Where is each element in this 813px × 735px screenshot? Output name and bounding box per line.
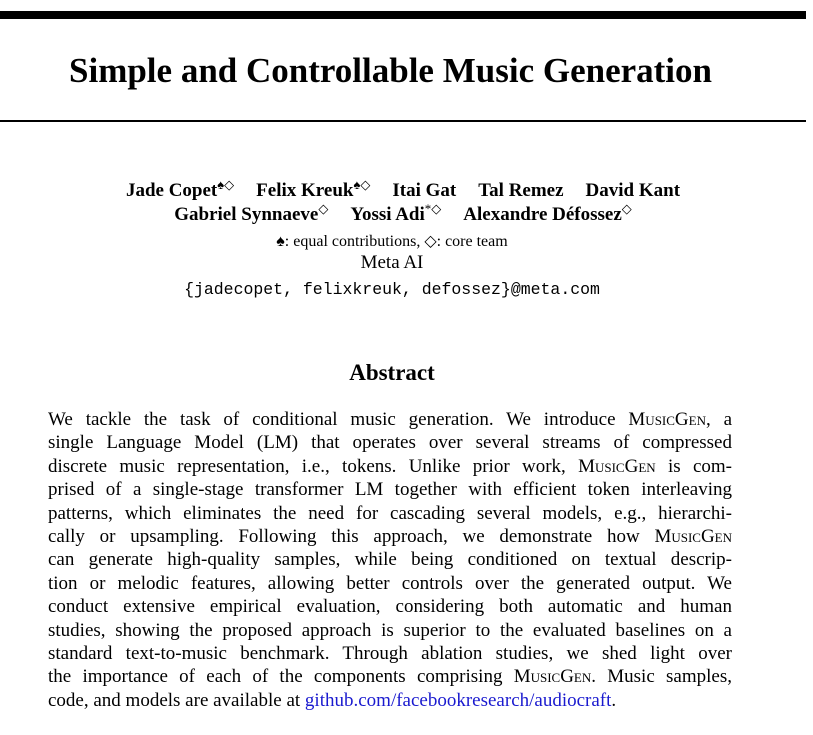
abstract-line: discrete music representation, i.e., tokens. Unlike prior work, MusicGen is com- [48, 455, 732, 477]
model-name: MusicGen [654, 526, 732, 547]
title-bottom-rule [0, 120, 806, 122]
abstract-heading: Abstract [349, 360, 435, 385]
author [174, 201, 329, 226]
affiliation: Meta AI [360, 252, 424, 273]
abstract-line: conduct extensive empirical evaluation, considering both automatic and human [48, 596, 732, 618]
paper-title: Simple and Controllable Music Generation [69, 51, 712, 90]
author-name: Itai Gat [392, 180, 457, 201]
abstract-line: prised of a single-stage transformer LM together with efficient token interleaving [48, 479, 732, 501]
author-name: David Kant [585, 180, 681, 201]
model-name: MusicGen [628, 409, 706, 430]
author [125, 177, 235, 202]
model-name: MusicGen [513, 666, 592, 688]
author [478, 180, 563, 202]
author [463, 201, 632, 226]
abstract-line: studies, showing the proposed approach is superior to the evaluated baselines on a [48, 619, 732, 641]
abstract-line: can generate high-quality samples, while being conditioned on textual descrip- [48, 549, 732, 571]
author-marks: ◇ [318, 201, 329, 216]
model-name: MusicGen [578, 455, 656, 477]
author-marks: ◇ [621, 201, 632, 216]
author-name: Gabriel Synnaeve [174, 204, 319, 225]
abstract-line: We tackle the task of conditional music generation. We introduce MusicGen, a [48, 409, 733, 430]
author [350, 201, 442, 226]
abstract-line: cally or upsampling. Following this approach, we demonstrate how MusicGen [48, 526, 732, 547]
abstract-line: single Language Model (LM) that operates over several streams of compressed [48, 432, 732, 454]
author [392, 180, 456, 202]
author-name: Alexandre Défossez [463, 204, 622, 225]
authors-row-2 [0, 201, 806, 226]
abstract-line: standard text-to-music benchmark. Through ablation studies, we shed light over [48, 643, 732, 664]
author-name: Felix Kreuk [256, 180, 354, 201]
author-name: Yossi Adi [350, 204, 425, 225]
audiocraft-link[interactable]: github.com/facebookresearch/audiocraft [304, 689, 612, 711]
author [586, 180, 681, 202]
top-rule [0, 11, 806, 19]
author-name: Jade Copet [125, 180, 218, 201]
authors-row-1 [0, 177, 806, 202]
author-legend: ♠: equal contributions, ◇: core team [276, 233, 508, 250]
author-name: Tal Remez [478, 180, 564, 201]
abstract-line: the importance of each of the components comprising MusicGen. Music samples, [48, 666, 732, 688]
abstract-line: tion or melodic features, allowing better controls over the generated output. We [48, 572, 732, 594]
author-email: {jadecopet, felixkreuk, defossez}@meta.com [184, 280, 600, 299]
author-marks: ♠◇ [353, 177, 371, 192]
abstract-line: code, and models are available at github.com/facebookresearch/audiocraft. [48, 689, 617, 711]
author [256, 177, 371, 202]
author-marks: ♠◇ [217, 177, 235, 192]
abstract-line: patterns, which eliminates the need for cascading several models, e.g., hierarchi- [48, 502, 732, 524]
author-marks: *◇ [424, 201, 442, 216]
